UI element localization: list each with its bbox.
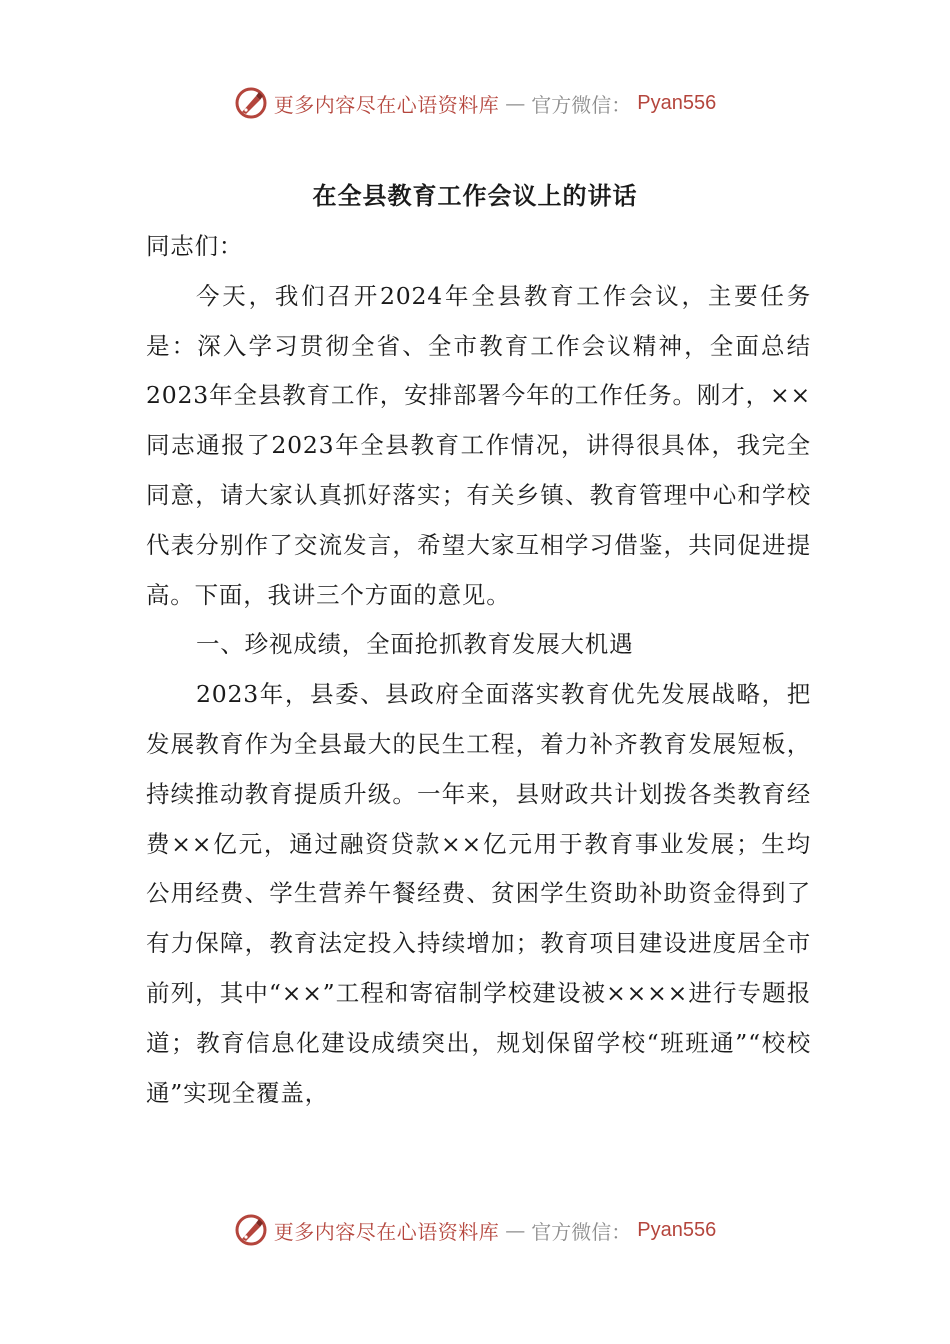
header-watermark — [0, 83, 950, 123]
watermark-official-label: 官方微信： — [531, 92, 632, 117]
watermark-wechat-id: Pyan556 — [637, 1218, 717, 1241]
paragraph-opening: 今天，我们召开2024年全县教育工作会议，主要任务是：深入学习贯彻全省、全市教育工作会议精神，全面总结2023年全县教育工作，安排部署今年的工作任务。刚才，××同志通报了2023年全县教育工作情况，讲得很具体，我完全同意，请大家认真抓好落实；有关乡镇、教育管理中心和学校代表分别作了交流发言，希望大家互相学习借鉴，共同促进提高。下面，我讲三个方面的意见。 — [146, 281, 811, 609]
watermark-text: 更多内容尽在心语资料库 — [273, 1219, 500, 1244]
watermark-separator: — — [505, 1218, 526, 1242]
watermark-text: 更多内容尽在心语资料库 — [273, 92, 500, 117]
watermark-official-label: 官方微信： — [531, 1219, 632, 1244]
watermark-separator: — — [505, 91, 526, 115]
document-body — [146, 222, 811, 1118]
pen-nib-logo-icon — [234, 1213, 268, 1247]
paragraph-achievements: 2023年，县委、县政府全面落实教育优先发展战略，把发展教育作为全县最大的民生工程，着力补齐教育发展短板，持续推动教育提质升级。一年来，县财政共计划拨各类教育经费××亿元，通过融资贷款××亿元用于教育事业发展；生均公用经费、学生营养午餐经费、贫困学生资助补助资金得到了有力保障，教育法定投入持续增加；教育项目建设进度居全市前列，其中“××”工程和寄宿制学校建设被××××进行专题报道；教育信息化建设成绩突出，规划保留学校“班班通”“校校通”实现全覆盖， — [146, 680, 811, 1107]
watermark-wechat-id: Pyan556 — [637, 91, 717, 114]
footer-watermark — [0, 1210, 950, 1250]
document-title: 在全县教育工作会议上的讲话 — [312, 182, 638, 210]
pen-nib-logo-icon — [234, 86, 268, 120]
salutation: 同志们： — [146, 232, 244, 260]
section-heading-1: 一、珍视成绩，全面抢抓教育发展大机遇 — [196, 630, 634, 659]
